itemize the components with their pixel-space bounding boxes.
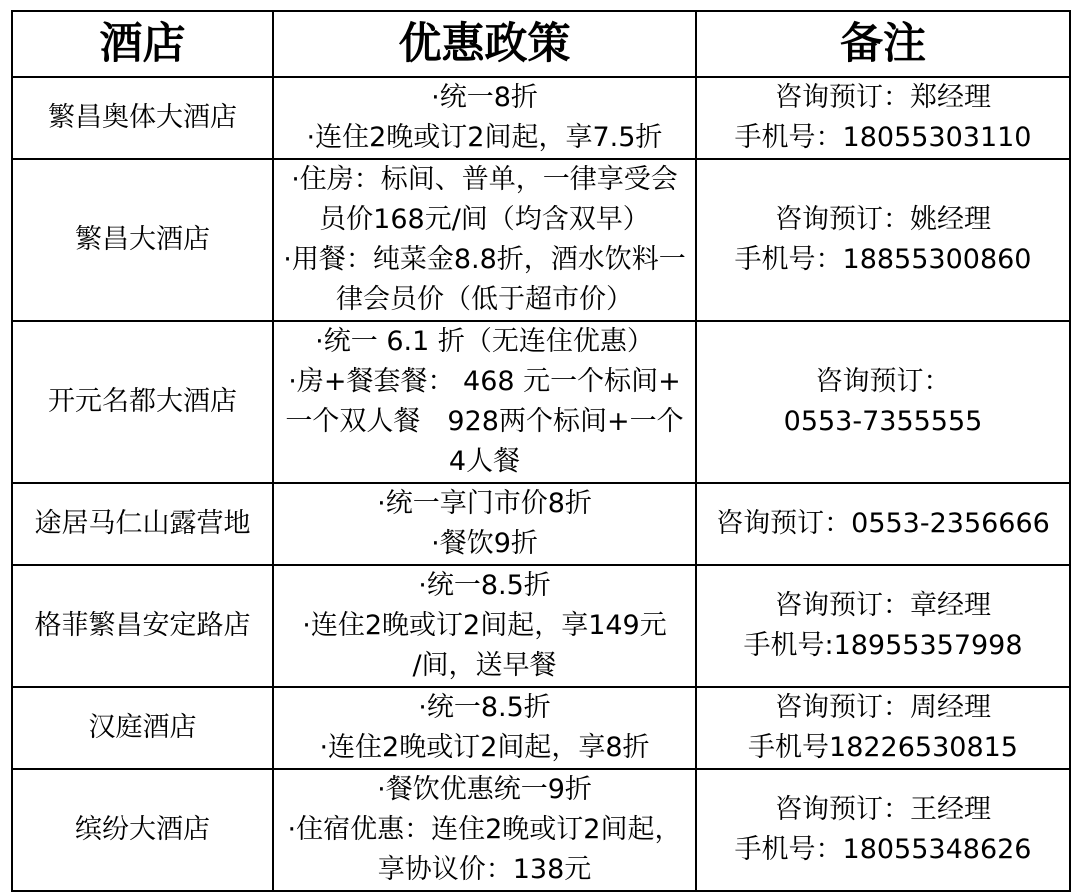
notes-line: 咨询预订：姚经理: [775, 204, 991, 235]
policy-cell: [273, 321, 696, 483]
table-row: [12, 769, 1070, 891]
policy-line: 4人餐: [448, 446, 521, 477]
policy-line: ·统一8.5折: [418, 692, 551, 723]
policy-cell: [273, 565, 696, 687]
notes-line: 手机号18226530815: [748, 732, 1018, 763]
policy-line: ·餐饮9折: [431, 528, 538, 559]
policy-line: ·餐饮优惠统一9折: [377, 774, 592, 805]
policy-line: 享协议价：138元: [377, 854, 592, 885]
header-hotel: 酒店: [12, 11, 273, 77]
notes-line: 咨询预订：王经理: [775, 794, 991, 825]
policy-line: ·统一 6.1 折（无连住优惠）: [315, 326, 654, 357]
policy-cell: [273, 687, 696, 769]
notes-line: 咨询预订：郑经理: [775, 82, 991, 113]
policy-cell: [273, 483, 696, 565]
notes-cell: [696, 565, 1070, 687]
notes-line: 咨询预订：0553-2356666: [716, 508, 1050, 539]
notes-line: 咨询预订：章经理: [775, 590, 991, 621]
notes-cell: [696, 687, 1070, 769]
table-row: [12, 77, 1070, 159]
policy-line: ·统一8.5折: [418, 570, 551, 601]
notes-line: 0553-7355555: [783, 406, 983, 437]
notes-cell: [696, 159, 1070, 321]
notes-cell: [696, 77, 1070, 159]
policy-line: 律会员价（低于超市价）: [336, 284, 633, 315]
hotel-name: 繁昌奥体大酒店: [12, 77, 273, 159]
hotel-name: 汉庭酒店: [12, 687, 273, 769]
hotel-name: 繁昌大酒店: [12, 159, 273, 321]
policy-line: ·住宿优惠：连住2晚或订2间起，: [287, 814, 682, 845]
notes-line: 手机号:18955357998: [743, 630, 1023, 661]
policy-line: ·连住2晚或订2间起，享8折: [319, 732, 650, 763]
hotel-discount-table: [11, 10, 1071, 892]
header-row: [12, 11, 1070, 77]
policy-line: ·房+餐套餐： 468 元一个标间+: [288, 366, 681, 397]
notes-line: 手机号：18855300860: [734, 244, 1032, 275]
policy-cell: [273, 77, 696, 159]
notes-cell: [696, 321, 1070, 483]
policy-cell: [273, 769, 696, 891]
policy-line: 一个双人餐 928两个标间+一个: [285, 406, 684, 437]
hotel-name: 开元名都大酒店: [12, 321, 273, 483]
policy-line: 员价168元/间（均含双早）: [319, 204, 650, 235]
table-row: [12, 159, 1070, 321]
policy-line: ·统一享门市价8折: [377, 488, 592, 519]
header-policy: 优惠政策: [273, 11, 696, 77]
notes-line: 手机号：18055303110: [734, 122, 1032, 153]
policy-line: ·住房：标间、普单，一律享受会: [291, 164, 678, 195]
table-row: [12, 321, 1070, 483]
header-notes: 备注: [696, 11, 1070, 77]
table-row: [12, 565, 1070, 687]
policy-line: ·用餐：纯菜金8.8折，酒水饮料一: [283, 244, 686, 275]
notes-cell: [696, 483, 1070, 565]
notes-cell: [696, 769, 1070, 891]
hotel-name: 缤纷大酒店: [12, 769, 273, 891]
policy-line: ·连住2晚或订2间起，享7.5折: [306, 122, 663, 153]
notes-line: 咨询预订：周经理: [775, 692, 991, 723]
hotel-name: 格菲繁昌安定路店: [12, 565, 273, 687]
hotel-name: 途居马仁山露营地: [12, 483, 273, 565]
notes-line: 咨询预订：: [815, 366, 951, 397]
policy-line: /间，送早餐: [412, 650, 557, 681]
policy-line: ·连住2晚或订2间起，享149元: [302, 610, 667, 641]
table-row: [12, 483, 1070, 565]
notes-line: 手机号：18055348626: [734, 834, 1032, 865]
policy-line: ·统一8折: [431, 82, 538, 113]
policy-cell: [273, 159, 696, 321]
table-row: [12, 687, 1070, 769]
